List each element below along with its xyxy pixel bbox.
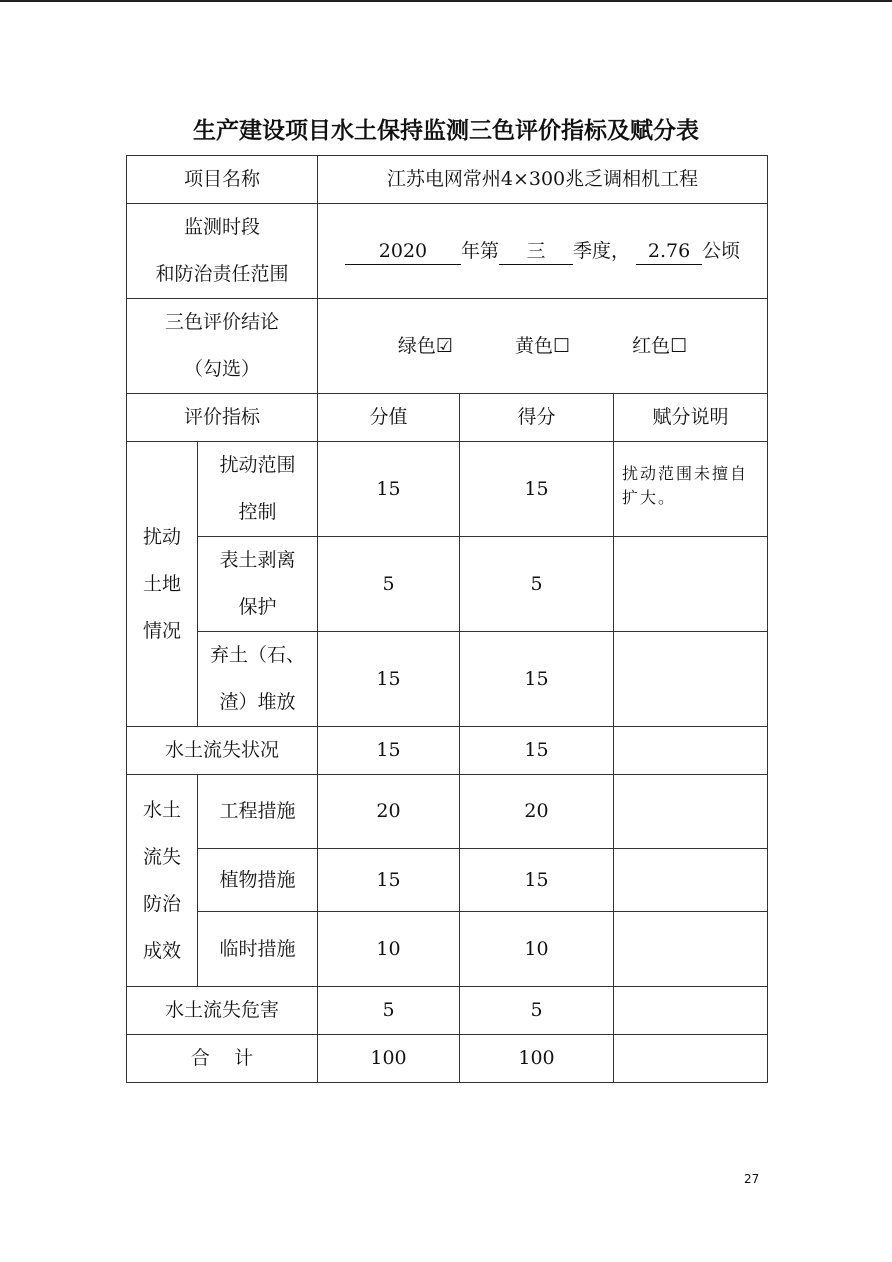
table-row — [127, 537, 768, 632]
header-row — [127, 394, 768, 442]
row-period — [127, 204, 768, 299]
note-cell — [614, 727, 768, 775]
note-cell: 扰动范围未擅自扩大。 — [614, 442, 768, 537]
group-text: 防治 — [142, 892, 181, 915]
value-cell: 10 — [318, 912, 460, 987]
area-field: 2.76 — [636, 238, 702, 265]
score-cell: 15 — [460, 632, 614, 727]
score-cell: 10 — [460, 912, 614, 987]
row-project — [127, 156, 768, 204]
score-cell: 15 — [460, 727, 614, 775]
indicator-name — [198, 537, 318, 632]
period-label-line2: 和防治责任范围 — [155, 263, 289, 285]
total-score: 100 — [460, 1035, 614, 1083]
indicator-name-line: 表土剥离 — [219, 549, 296, 571]
value-cell: 15 — [318, 849, 460, 912]
score-cell: 5 — [460, 987, 614, 1035]
score-cell: 15 — [460, 442, 614, 537]
value-cell: 5 — [318, 537, 460, 632]
yellow-checkbox[interactable]: 黄色☐ — [514, 334, 571, 357]
table-row — [127, 912, 768, 987]
value-cell: 15 — [318, 727, 460, 775]
project-label: 项目名称 — [127, 156, 318, 204]
period-value — [318, 204, 768, 299]
note-cell — [614, 912, 768, 987]
value-cell: 15 — [318, 632, 460, 727]
page-title: 生产建设项目水土保持监测三色评价指标及赋分表 — [193, 118, 699, 144]
indicator-name-line: 弃土（石、 — [210, 644, 306, 666]
green-checkbox[interactable]: 绿色☑ — [397, 334, 453, 357]
year-field: 2020 — [345, 238, 461, 265]
indicator-name: 植物措施 — [198, 849, 318, 912]
group-text: 土地 — [142, 572, 181, 595]
note-cell — [614, 537, 768, 632]
score-cell: 15 — [460, 849, 614, 912]
conclusion-options — [318, 299, 768, 394]
control-group-label — [127, 775, 198, 987]
indicator-name: 临时措施 — [198, 912, 318, 987]
header-value: 分值 — [318, 394, 460, 442]
total-value: 100 — [318, 1035, 460, 1083]
indicator-name: 水土流失状况 — [127, 727, 318, 775]
top-border-line — [0, 0, 892, 2]
indicator-name-line: 渣）堆放 — [219, 691, 296, 713]
total-note — [614, 1035, 768, 1083]
indicator-name-line: 保护 — [238, 596, 277, 618]
period-label — [127, 204, 318, 299]
total-row — [127, 1035, 768, 1083]
header-note: 赋分说明 — [614, 394, 768, 442]
score-cell: 5 — [460, 537, 614, 632]
note-cell — [614, 987, 768, 1035]
quarter-text: 季度， — [573, 239, 631, 262]
indicator-name-line: 扰动范围 — [219, 454, 296, 476]
header-score: 得分 — [460, 394, 614, 442]
group-text: 成效 — [142, 939, 181, 962]
group-text: 扰动 — [142, 525, 181, 548]
value-cell: 5 — [318, 987, 460, 1035]
disturbed-group-label — [127, 442, 198, 727]
note-cell — [614, 775, 768, 849]
red-checkbox[interactable]: 红色☐ — [632, 334, 688, 357]
table-row — [127, 775, 768, 849]
value-cell: 15 — [318, 442, 460, 537]
note-cell — [614, 632, 768, 727]
table-row — [127, 849, 768, 912]
group-text: 水土 — [142, 798, 181, 821]
conclusion-label-line1: 三色评价结论 — [165, 311, 280, 333]
area-text: 公顷 — [702, 239, 741, 262]
total-label: 合 计 — [127, 1035, 318, 1083]
indicator-name — [198, 442, 318, 537]
value-cell: 20 — [318, 775, 460, 849]
indicator-name: 工程措施 — [198, 775, 318, 849]
group-text: 情况 — [142, 619, 181, 642]
indicator-name — [198, 632, 318, 727]
indicator-name-line: 控制 — [238, 501, 277, 523]
page-number: 27 — [744, 1172, 760, 1186]
table-row — [127, 987, 768, 1035]
conclusion-label — [127, 299, 318, 394]
year-text: 年第 — [460, 239, 499, 262]
table-row — [127, 632, 768, 727]
conclusion-label-line2: （勾选） — [184, 358, 261, 380]
quarter-field: 三 — [499, 238, 573, 265]
header-indicator: 评价指标 — [127, 394, 318, 442]
table-row — [127, 727, 768, 775]
table-row — [127, 442, 768, 537]
group-text: 流失 — [142, 845, 181, 868]
project-value: 江苏电网常州4×300兆乏调相机工程 — [318, 156, 768, 204]
note-cell — [614, 849, 768, 912]
row-conclusion — [127, 299, 768, 394]
indicator-name: 水土流失危害 — [127, 987, 318, 1035]
period-label-line1: 监测时段 — [184, 216, 261, 238]
evaluation-table — [126, 155, 768, 1083]
score-cell: 20 — [460, 775, 614, 849]
